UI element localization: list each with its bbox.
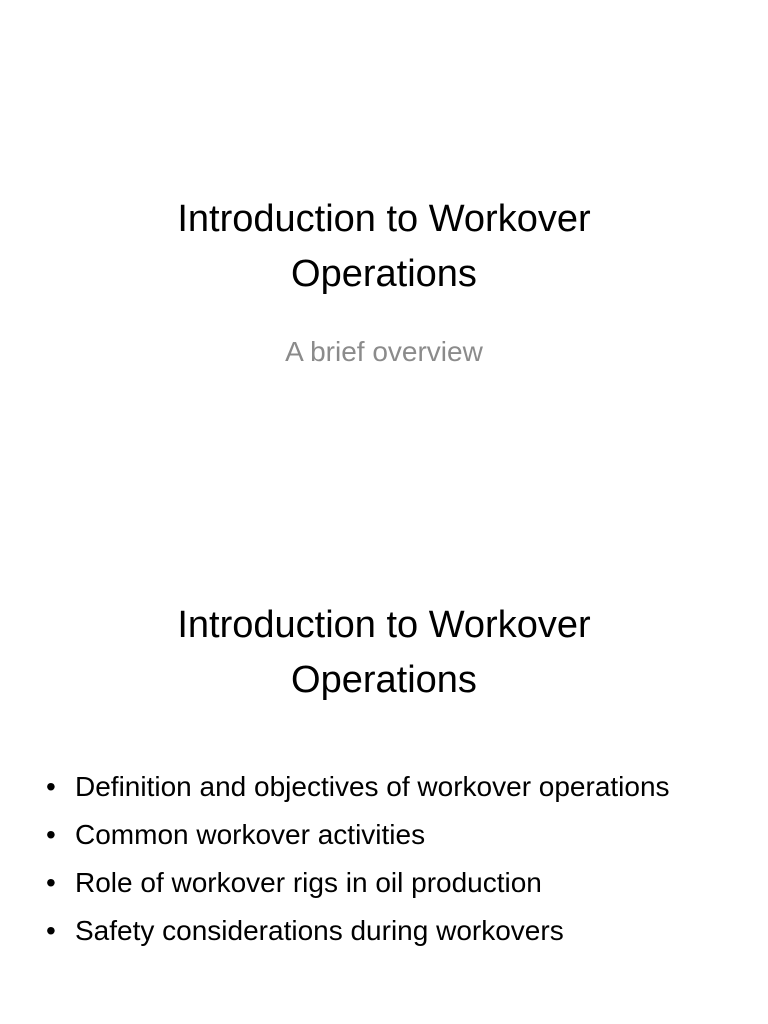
bullet-text: Safety considerations during workovers [75,915,564,946]
bullet-text: Definition and objectives of workover operations [75,771,670,802]
slide-subtitle: A brief overview [285,336,483,367]
bullet-item [38,862,728,903]
bullet-icon: • [46,867,56,898]
bullet-item [38,814,728,855]
bullet-item [38,910,728,951]
title-slide [0,0,768,408]
content-slide [0,408,768,946]
bullet-list [38,766,728,958]
bullet-item [38,766,728,807]
slide-title: Introduction to Workover Operations [177,198,591,295]
bullet-icon: • [46,771,56,802]
bullet-text: Role of workover rigs in oil production [75,867,542,898]
bullet-icon: • [46,915,56,946]
bullet-icon: • [46,819,56,850]
bullet-text: Common workover activities [75,819,426,850]
slide-title: Introduction to Workover Operations [177,604,591,701]
